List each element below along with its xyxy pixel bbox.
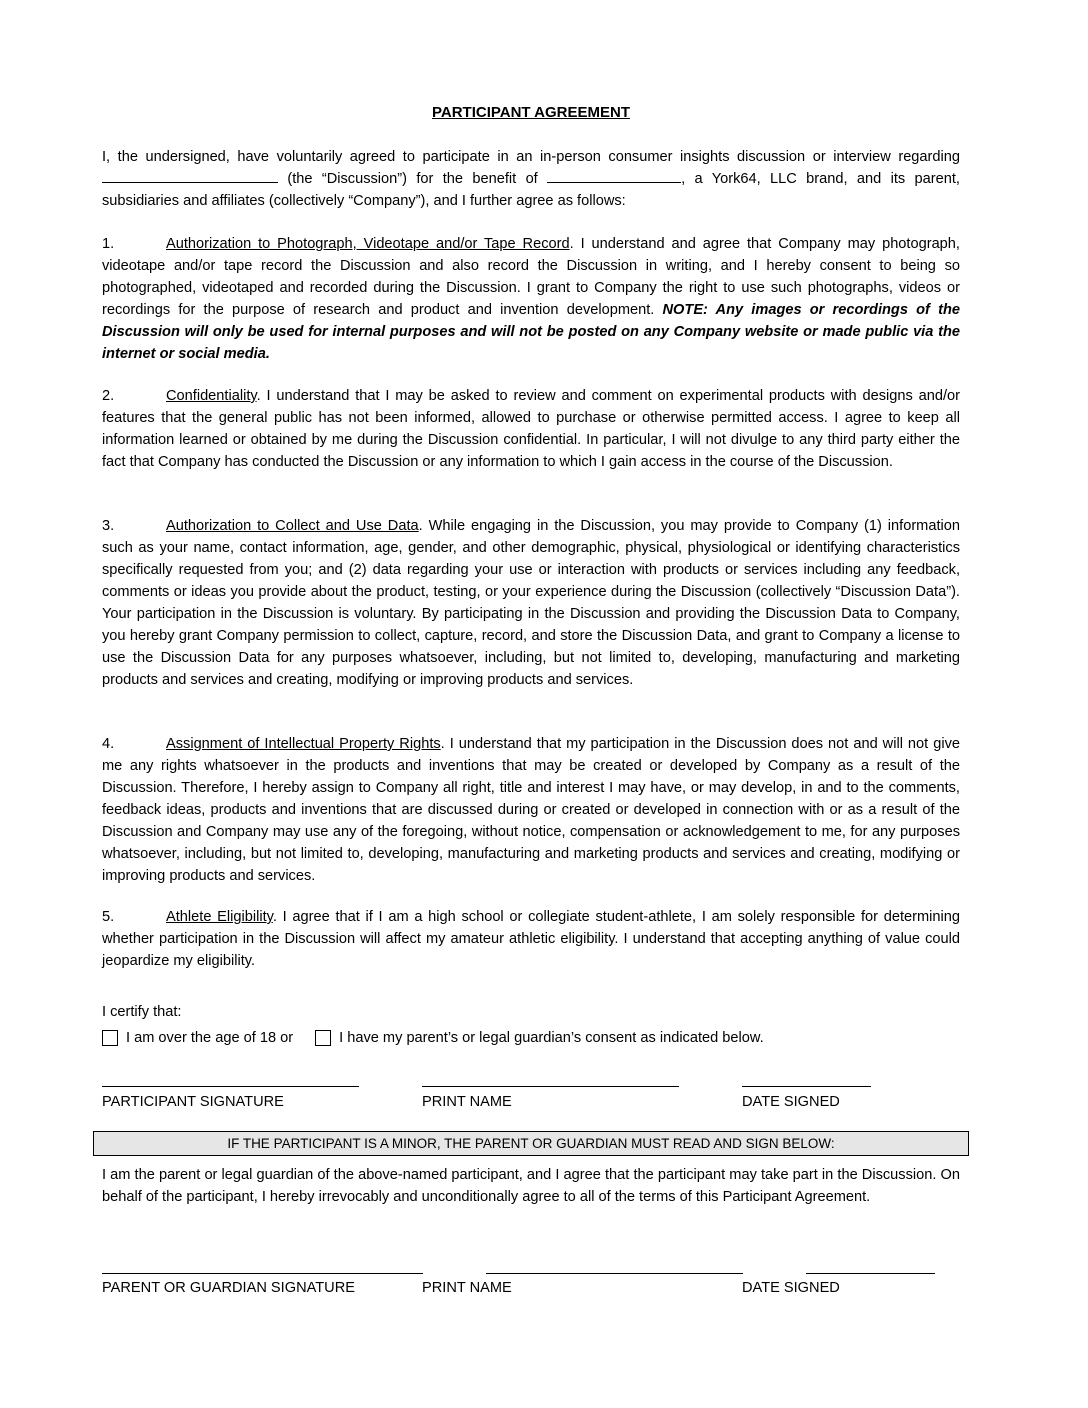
guardian-date-line[interactable] — [806, 1273, 935, 1274]
section-body: . I understand that my participation in the Discussion does not and will not give me any rights whatsoever in the products and inventions that may be created or developed by Company as a result of the Discussion. Therefore, I hereby assign to Company all right, title and interest I may have, or may develop, in and to the comments, feedback ideas, products and inventions that are discussed during or created or developed in connection with or as a result of the Discussion and Company may use any of the foregoing, without notice, compensation or acknowledgement to me, for any purposes whatsoever, including, but not limited to, developing, manufacturing and marketing products and services and creating, modifying or improving products and services. — [102, 736, 960, 884]
brand-blank[interactable] — [547, 168, 681, 183]
section-number: 3. — [102, 518, 115, 534]
age-checkbox[interactable] — [102, 1030, 118, 1046]
section-number: 2. — [102, 388, 115, 404]
section-number: 4. — [102, 736, 115, 752]
section-5 — [102, 906, 960, 972]
section-heading: Authorization to Photograph, Videotape and/or Tape Record — [166, 236, 570, 252]
section-note: NOTE: Any images or recordings of the Discussion will only be used for internal purposes and will not be posted on any Company website or made public via the internet or social media. — [102, 302, 960, 362]
consent-checkbox[interactable] — [315, 1030, 331, 1046]
section-4 — [102, 733, 960, 887]
document-title: PARTICIPANT AGREEMENT — [431, 104, 631, 121]
section-1 — [102, 233, 960, 365]
guardian-date-label: DATE SIGNED — [742, 1280, 840, 1296]
minor-banner: IF THE PARTICIPANT IS A MINOR, THE PARENT OR GUARDIAN MUST READ AND SIGN BELOW: — [93, 1131, 969, 1156]
section-heading: Confidentiality — [166, 388, 257, 404]
guardian-signature-line[interactable] — [102, 1273, 423, 1274]
guardian-print-name-label: PRINT NAME — [422, 1280, 512, 1296]
section-body: . While engaging in the Discussion, you may provide to Company (1) information such as your name, contact information, age, gender, and other demographic, physical, physiological or identifying characteristics specifically requested from you; and (2) data regarding your use or interaction with products or services including any feedback, comments or ideas you provide about the product, testing, or your experience during the Discussion (collectively “Discussion Data”). Your participation in the Discussion is voluntary. By participating in the Discussion and providing the Discussion Data to Company, you hereby grant Company permission to collect, capture, record, and store the Discussion Data, and grant to Company a license to use the Discussion Data for any purposes whatsoever, including, but not limited to, developing, manufacturing and marketing products and services and creating, modifying or improving products and services. — [102, 518, 960, 688]
intro-text-1: I, the undersigned, have voluntarily agreed to participate in an in-person consumer insights discussion or interview regarding — [102, 149, 960, 165]
certify-label: I certify that: — [102, 1004, 182, 1020]
certify-options — [102, 1030, 764, 1046]
intro-paragraph — [102, 146, 960, 212]
participant-date-line[interactable] — [742, 1086, 871, 1087]
age-option-label: I am over the age of 18 or — [126, 1030, 294, 1046]
consent-option-label: I have my parent’s or legal guardian’s consent as indicated below. — [339, 1030, 764, 1046]
section-number: 1. — [102, 236, 115, 252]
intro-text-2: (the “Discussion”) for the benefit of — [278, 171, 548, 187]
participant-print-name-label: PRINT NAME — [422, 1094, 512, 1110]
section-2 — [102, 385, 960, 473]
intro-text-3: , a York64, LLC brand, and its parent, subsidiaries and affiliates (collectively “Company”), and I further agree as follows: — [102, 171, 960, 209]
section-body: . I agree that if I am a high school or collegiate student-athlete, I am solely responsible for determining whether participation in the Discussion will affect my amateur athletic eligibility. I understand that accepting anything of value could jeopardize my eligibility. — [102, 909, 960, 969]
section-3 — [102, 515, 960, 691]
section-heading: Assignment of Intellectual Property Rights — [166, 736, 441, 752]
section-heading: Athlete Eligibility — [166, 909, 273, 925]
section-body: . I understand that I may be asked to review and comment on experimental products with designs and/or features that the general public has not been informed, allowed to purchase or otherwise permitted access. I agree to keep all information learned or obtained by me during the Discussion confidential. In particular, I will not divulge to any third party either the fact that Company has conducted the Discussion or any information to which I gain access in the course of the Discussion. — [102, 388, 960, 470]
section-number: 5. — [102, 909, 115, 925]
guardian-print-name-line[interactable] — [486, 1273, 743, 1274]
guardian-paragraph: I am the parent or legal guardian of the above-named participant, and I agree that the participant may take part in the Discussion. On behalf of the participant, I hereby irrevocably and unconditionally agree to all of the terms of this Participant Agreement. — [102, 1167, 960, 1205]
section-heading: Authorization to Collect and Use Data — [166, 518, 419, 534]
guardian-signature-label: PARENT OR GUARDIAN SIGNATURE — [102, 1280, 355, 1296]
participant-print-name-line[interactable] — [422, 1086, 679, 1087]
participant-date-label: DATE SIGNED — [742, 1094, 840, 1110]
participant-signature-line[interactable] — [102, 1086, 359, 1087]
section-body: . I understand and agree that Company may photograph, videotape and/or tape record the Discussion and also record the Discussion in writing, and I hereby consent to being so photographed, videotaped and recorded during the Discussion. I grant to Company the right to use such photographs, videos or recordings for the purpose of research and product and invention development. — [102, 236, 960, 318]
discussion-topic-blank[interactable] — [102, 168, 278, 183]
participant-signature-label: PARTICIPANT SIGNATURE — [102, 1094, 284, 1110]
